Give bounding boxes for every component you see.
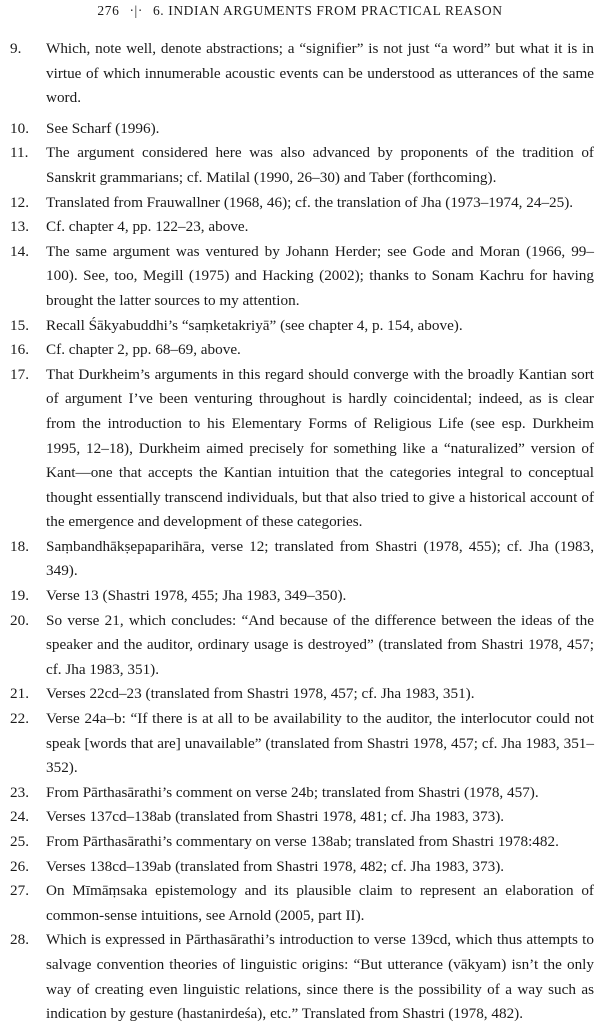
- endnote-number: 21.: [10, 685, 29, 703]
- endnote: [10, 855, 594, 880]
- endnote: [10, 37, 594, 111]
- endnote: [10, 191, 594, 216]
- endnote-text: Which is expressed in Pārthasārathi’s introduction to verse 139cd, which thus attempts to salvage convention theories of linguistic origins: “But utterance (vākyam) isn’t the only way of creating even linguistic relations, since there is the possibility of a way such as indication by gesture (hastanirdeśa), etc.” Translated from Shastri (1978, 482).: [46, 931, 594, 1023]
- endnote-text: The same argument was ventured by Johann Herder; see Gode and Moran (1966, 99–100). See, too, Megill (1975) and Hacking (2002); thanks to Sonam Kachru for having brought the latter sources to my attention.: [46, 242, 594, 309]
- endnote-number: 26.: [10, 857, 29, 875]
- endnote-number: 23.: [10, 783, 29, 801]
- endnote: [10, 314, 594, 339]
- endnote-number: 18.: [10, 537, 29, 555]
- endnote-text: Verses 138cd–139ab (translated from Shastri 1978, 482; cf. Jha 1983, 373).: [46, 857, 505, 875]
- endnote-text: Verses 137cd–138ab (translated from Shastri 1978, 481; cf. Jha 1983, 373).: [46, 808, 505, 826]
- endnote: [10, 117, 594, 142]
- endnote-text: From Pārthasārathi’s comment on verse 24b; translated from Shastri (1978, 457).: [46, 783, 539, 801]
- endnote-text: Which, note well, denote abstractions; a “signifier” is not just “a word” but what it is in virtue of which innumerable acoustic events can be understood as utterances of the same word.: [46, 40, 594, 107]
- endnote-text: Cf. chapter 2, pp. 68–69, above.: [46, 341, 241, 359]
- endnote-number: 13.: [10, 218, 29, 236]
- endnote-number: 11.: [10, 144, 29, 162]
- endnote: [10, 215, 594, 240]
- endnote-number: 28.: [10, 931, 29, 949]
- endnote-text: See Scharf (1996).: [46, 119, 160, 137]
- endnote: [10, 584, 594, 609]
- endnote-number: 22.: [10, 710, 29, 728]
- endnote-text: Verse 24a–b: “If there is at all to be availability to the auditor, the interlocutor could not speak [words that are] unavailable” (translated from Shastri 1978, 457; cf. Jha 1983, 351–352).: [46, 710, 594, 777]
- endnote: [10, 338, 594, 363]
- endnote-text: On Mīmāṃsaka epistemology and its plausible claim to represent an elaboration of common-sense intuitions, see Arnold (2005, part II).: [46, 882, 594, 924]
- endnote: [10, 928, 594, 1026]
- endnote: [10, 363, 594, 535]
- endnote-text: From Pārthasārathi’s commentary on verse 138ab; translated from Shastri 1978:482.: [46, 833, 559, 850]
- endnote-number: 24.: [10, 808, 29, 826]
- endnote-number: 10.: [10, 119, 29, 137]
- endnote-number: 25.: [10, 833, 29, 850]
- endnote: [10, 609, 594, 683]
- endnote: [10, 535, 594, 584]
- endnote-number: 15.: [10, 316, 29, 334]
- endnote-text: Verse 13 (Shastri 1978, 455; Jha 1983, 349–350).: [46, 587, 347, 605]
- endnote-text: Cf. chapter 4, pp. 122–23, above.: [46, 218, 249, 236]
- endnote-number: 20.: [10, 611, 29, 629]
- endnote: [10, 240, 594, 314]
- endnotes-list: [10, 37, 594, 1027]
- running-title: 6. INDIAN ARGUMENTS FROM PRACTICAL REASON: [152, 3, 503, 18]
- endnote: [10, 805, 594, 830]
- endnote-text: That Durkheim’s arguments in this regard should converge with the broadly Kantian sort of argument I’ve been venturing throughout is hardly coincidental; indeed, as is clear from the introduction to his Elementary Forms of Religious Life (see esp. Durkheim 1995, 12–18), Durkheim aimed precisely for something like a “naturalized” version of Kant—one that accepts the Kantian intuition that the categories integral to conceptual thought essentially transcend individuals, but that also tried to give a historical account of the emergence and development of these categories.: [46, 365, 594, 531]
- header-separator: ·|·: [129, 3, 143, 18]
- endnote-number: 14.: [10, 242, 29, 260]
- endnote-text: Verses 22cd–23 (translated from Shastri 1978, 457; cf. Jha 1983, 351).: [46, 685, 475, 703]
- endnote-number: 12.: [10, 193, 29, 211]
- endnote-number: 19.: [10, 587, 29, 605]
- endnote: [10, 682, 594, 707]
- endnote-text: Recall Śākyabuddhi’s “saṃketakriyā” (see chapter 4, p. 154, above).: [46, 316, 463, 334]
- endnote-text: The argument considered here was also advanced by proponents of the tradition of Sanskrit grammarians; cf. Matilal (1990, 26–30) and Taber (forthcoming).: [46, 144, 594, 186]
- running-header: [0, 3, 600, 19]
- endnote-text: So verse 21, which concludes: “And because of the difference between the ideas of the speaker and the auditor, ordinary usage is destroyed” (translated from Shastri 1978, 457; cf. Jha 1983, 351).: [46, 611, 594, 678]
- endnote: [10, 707, 594, 781]
- endnote-number: 17.: [10, 365, 29, 383]
- endnote-text: Translated from Frauwallner (1968, 46); cf. the translation of Jha (1973–1974, 24–25).: [46, 193, 574, 211]
- endnote-number: 16.: [10, 341, 29, 359]
- endnote: [10, 830, 594, 855]
- endnote-number: 9.: [10, 40, 22, 57]
- endnote: [10, 781, 594, 806]
- endnote: [10, 141, 594, 190]
- endnote-number: 27.: [10, 882, 29, 900]
- page-number: 276: [97, 3, 120, 18]
- endnote: [10, 879, 594, 928]
- endnote-text: Saṃbandhākṣepaparihāra, verse 12; translated from Shastri (1978, 455); cf. Jha (1983, 349).: [46, 537, 594, 580]
